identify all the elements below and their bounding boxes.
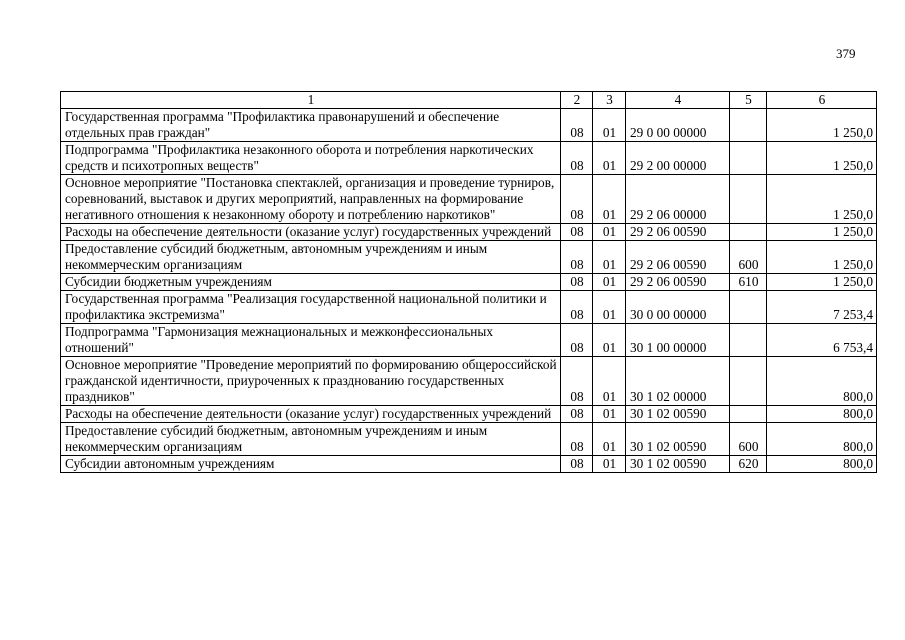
target-article-code: 30 1 02 00590 <box>626 423 730 456</box>
column-header: 3 <box>593 92 626 109</box>
row-name: Основное мероприятие "Постановка спектаклей, организация и проведение турниров, соревнований, выставок и других мероприятий, направленных на формирование негативного отношения к незаконному обороту и потреблению наркотиков" <box>61 175 561 224</box>
section-code: 08 <box>561 274 593 291</box>
target-article-code: 29 2 06 00000 <box>626 175 730 224</box>
row-name: Расходы на обеспечение деятельности (оказание услуг) государственных учреждений <box>61 406 561 423</box>
table-row <box>61 357 877 406</box>
amount: 800,0 <box>767 357 877 406</box>
subsection-code: 01 <box>593 291 626 324</box>
target-article-code: 29 2 00 00000 <box>626 142 730 175</box>
amount: 1 250,0 <box>767 224 877 241</box>
budget-table <box>60 91 877 473</box>
amount: 800,0 <box>767 423 877 456</box>
table-row <box>61 406 877 423</box>
column-header: 4 <box>626 92 730 109</box>
target-article-code: 29 2 06 00590 <box>626 224 730 241</box>
column-header: 2 <box>561 92 593 109</box>
amount: 1 250,0 <box>767 175 877 224</box>
subsection-code: 01 <box>593 175 626 224</box>
section-code: 08 <box>561 291 593 324</box>
expense-type-code <box>730 142 767 175</box>
subsection-code: 01 <box>593 423 626 456</box>
table-row <box>61 423 877 456</box>
amount: 7 253,4 <box>767 291 877 324</box>
table-row <box>61 142 877 175</box>
expense-type-code <box>730 224 767 241</box>
column-header: 1 <box>61 92 561 109</box>
table-row <box>61 291 877 324</box>
target-article-code: 30 0 00 00000 <box>626 291 730 324</box>
section-code: 08 <box>561 109 593 142</box>
section-code: 08 <box>561 357 593 406</box>
section-code: 08 <box>561 175 593 224</box>
row-name: Подпрограмма "Гармонизация межнациональных и межконфессиональных отношений" <box>61 324 561 357</box>
expense-type-code: 610 <box>730 274 767 291</box>
expense-type-code <box>730 109 767 142</box>
page-number: 379 <box>836 46 856 61</box>
header-row <box>61 92 877 109</box>
amount: 1 250,0 <box>767 241 877 274</box>
amount: 800,0 <box>767 456 877 473</box>
column-header: 5 <box>730 92 767 109</box>
subsection-code: 01 <box>593 357 626 406</box>
row-name: Государственная программа "Реализация государственной национальной политики и профилактика экстремизма" <box>61 291 561 324</box>
expense-type-code <box>730 324 767 357</box>
subsection-code: 01 <box>593 142 626 175</box>
amount: 6 753,4 <box>767 324 877 357</box>
table-row <box>61 241 877 274</box>
subsection-code: 01 <box>593 324 626 357</box>
row-name: Подпрограмма "Профилактика незаконного оборота и потребления наркотических средств и психотропных веществ" <box>61 142 561 175</box>
section-code: 08 <box>561 423 593 456</box>
subsection-code: 01 <box>593 224 626 241</box>
table-row <box>61 109 877 142</box>
section-code: 08 <box>561 456 593 473</box>
target-article-code: 30 1 02 00590 <box>626 406 730 423</box>
target-article-code: 29 2 06 00590 <box>626 241 730 274</box>
expense-type-code <box>730 357 767 406</box>
row-name: Субсидии автономным учреждениям <box>61 456 561 473</box>
subsection-code: 01 <box>593 406 626 423</box>
expense-type-code <box>730 175 767 224</box>
section-code: 08 <box>561 241 593 274</box>
table-row <box>61 224 877 241</box>
target-article-code: 30 1 02 00590 <box>626 456 730 473</box>
row-name: Субсидии бюджетным учреждениям <box>61 274 561 291</box>
row-name: Расходы на обеспечение деятельности (оказание услуг) государственных учреждений <box>61 224 561 241</box>
expense-type-code <box>730 291 767 324</box>
amount: 1 250,0 <box>767 109 877 142</box>
section-code: 08 <box>561 142 593 175</box>
column-header: 6 <box>767 92 877 109</box>
section-code: 08 <box>561 406 593 423</box>
target-article-code: 29 0 00 00000 <box>626 109 730 142</box>
row-name: Предоставление субсидий бюджетным, автономным учреждениям и иным некоммерческим организациям <box>61 423 561 456</box>
expense-type-code: 600 <box>730 241 767 274</box>
amount: 800,0 <box>767 406 877 423</box>
row-name: Государственная программа "Профилактика правонарушений и обеспечение отдельных прав граждан" <box>61 109 561 142</box>
target-article-code: 30 1 02 00000 <box>626 357 730 406</box>
subsection-code: 01 <box>593 109 626 142</box>
row-name: Предоставление субсидий бюджетным, автономным учреждениям и иным некоммерческим организациям <box>61 241 561 274</box>
row-name: Основное мероприятие "Проведение мероприятий по формированию общероссийской гражданской идентичности, приуроченных к празднованию государственных праздников" <box>61 357 561 406</box>
amount: 1 250,0 <box>767 274 877 291</box>
section-code: 08 <box>561 324 593 357</box>
target-article-code: 30 1 00 00000 <box>626 324 730 357</box>
table-row <box>61 175 877 224</box>
subsection-code: 01 <box>593 241 626 274</box>
subsection-code: 01 <box>593 456 626 473</box>
subsection-code: 01 <box>593 274 626 291</box>
target-article-code: 29 2 06 00590 <box>626 274 730 291</box>
table-row <box>61 324 877 357</box>
expense-type-code: 600 <box>730 423 767 456</box>
table-row <box>61 456 877 473</box>
expense-type-code: 620 <box>730 456 767 473</box>
amount: 1 250,0 <box>767 142 877 175</box>
expense-type-code <box>730 406 767 423</box>
table-row <box>61 274 877 291</box>
section-code: 08 <box>561 224 593 241</box>
